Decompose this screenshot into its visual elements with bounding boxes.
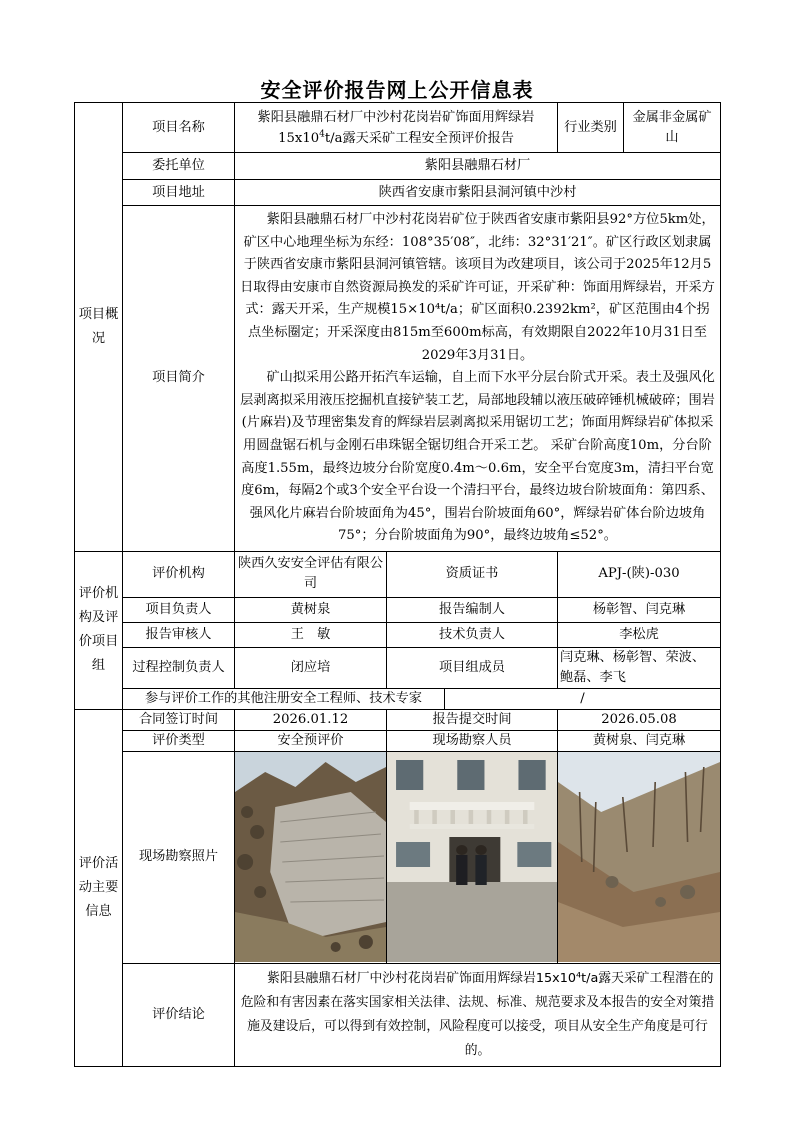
survey-staff-value: 黄树泉、闫克琳 (558, 730, 721, 751)
industry-label: 行业类别 (558, 103, 624, 153)
client-label: 委托单位 (123, 153, 235, 180)
site-photo-office (387, 751, 558, 963)
process-label: 过程控制负责人 (123, 647, 235, 688)
reviewer-value: 王 敏 (235, 622, 387, 647)
site-photo-slope (235, 751, 387, 963)
survey-staff-label: 现场勘察人员 (387, 730, 558, 751)
address-label: 项目地址 (123, 180, 235, 206)
conclusion-text: 紫阳县融鼎石材厂中沙村花岗岩矿饰面用辉绿岩15x10⁴t/a露天采矿工程潜在的危险和有害因素在落实国家相关法律、法规、标准、规范要求及本报告的安全对策措施及建设后，可以得到有效控制，风险程度可以接受，项目从安全生产角度是可行的。 (235, 963, 721, 1066)
tech-value: 李松虎 (558, 622, 721, 647)
eval-type-value: 安全预评价 (235, 730, 387, 751)
project-name-label: 项目名称 (123, 103, 235, 153)
tech-label: 技术负责人 (387, 622, 558, 647)
leader-label: 项目负责人 (123, 597, 235, 622)
cert-label: 资质证书 (387, 551, 558, 597)
info-table (74, 102, 721, 1067)
cert-value: APJ-(陕)-030 (558, 551, 721, 597)
agency-label: 评价机构 (123, 551, 235, 597)
project-name-value: 紫阳县融鼎石材厂中沙村花岗岩矿饰面用辉绿岩 $15x10^4t/a$露天采矿工程安全预评价报告 (235, 103, 558, 153)
others-label: 参与评价工作的其他注册安全工程师、技术专家 (123, 688, 445, 709)
writer-label: 报告编制人 (387, 597, 558, 622)
intro-label: 项目简介 (123, 206, 235, 552)
others-value: / (445, 688, 721, 709)
submit-value: 2026.05.08 (558, 709, 721, 730)
intro-paragraph-2: 矿山拟采用公路开拓汽车运输，自上而下水平分层台阶式开采。表土及强风化层剥离拟采用液压挖掘机直接铲装工艺，局部地段辅以液压破碎锤机械破碎；围岩(片麻岩)及节理密集发育的辉绿岩层剥离拟采用锯切工艺；饰面用辉绿岩矿体拟采用圆盘锯石机与金刚石串珠锯全锯切组合开采工艺。 采矿台阶高度10m，分台阶高度1.55m，最终边坡分台阶宽度0.4m～0.6m，安全平台宽度3m，清扫平台宽度6m，每隔2个或3个安全平台设一个清扫平台，最终边坡台阶坡面角：第四系、强风化片麻岩台阶坡面角为45°，围岩台阶坡面角60°，辉绿岩矿体台阶边坡角75°；分台阶坡面角为90°，最终边坡角≤52°。 (240, 370, 715, 544)
site-photo-hillside (558, 751, 721, 963)
process-value: 闭应培 (235, 647, 387, 688)
eval-type-label: 评价类型 (123, 730, 235, 751)
writer-value: 杨彰智、闫克琳 (558, 597, 721, 622)
reviewer-label: 报告审核人 (123, 622, 235, 647)
agency-value: 陕西久安安全评估有限公司 (235, 551, 387, 597)
members-value: 闫克琳、杨彰智、荣波、鲍磊、李飞 (558, 647, 721, 688)
intro-paragraph-1: 紫阳县融鼎石材厂中沙村花岗岩矿位于陕西省安康市紫阳县92°方位5km处，矿区中心地理坐标为东经：108°35′08″，北纬：32°31′21″。矿区行政区划隶属于陕西省安康市紫阳县洞河镇管辖。该项目为改建项目，该公司于2025年12月5日取得由安康市自然资源局换发的采矿许可证，开采矿种：饰面用辉绿岩，开采方式：露天开采，生产规模15×10⁴t/a；矿区面积0.2392km²，矿区范围由4个拐点坐标圈定；开采深度由815m至600m标高，有效期限自2022年10月31日至2029年3月31日。 (240, 212, 715, 363)
members-label: 项目组成员 (387, 647, 558, 688)
address-value: 陕西省安康市紫阳县洞河镇中沙村 (235, 180, 721, 206)
activity-section-label: 评价活动主要信息 (75, 709, 123, 1066)
contract-value: 2026.01.12 (235, 709, 387, 730)
leader-value: 黄树泉 (235, 597, 387, 622)
photos-label: 现场勘察照片 (123, 751, 235, 963)
intro-text (235, 206, 721, 552)
conclusion-label: 评价结论 (123, 963, 235, 1066)
page-title: 安全评价报告网上公开信息表 (260, 78, 534, 102)
contract-label: 合同签订时间 (123, 709, 235, 730)
industry-value: 金属非金属矿山 (624, 103, 721, 153)
submit-label: 报告提交时间 (387, 709, 558, 730)
org-section-label: 评价机构及评价项目组 (75, 551, 123, 709)
overview-section-label: 项目概况 (75, 103, 123, 552)
client-value: 紫阳县融鼎石材厂 (235, 153, 721, 180)
